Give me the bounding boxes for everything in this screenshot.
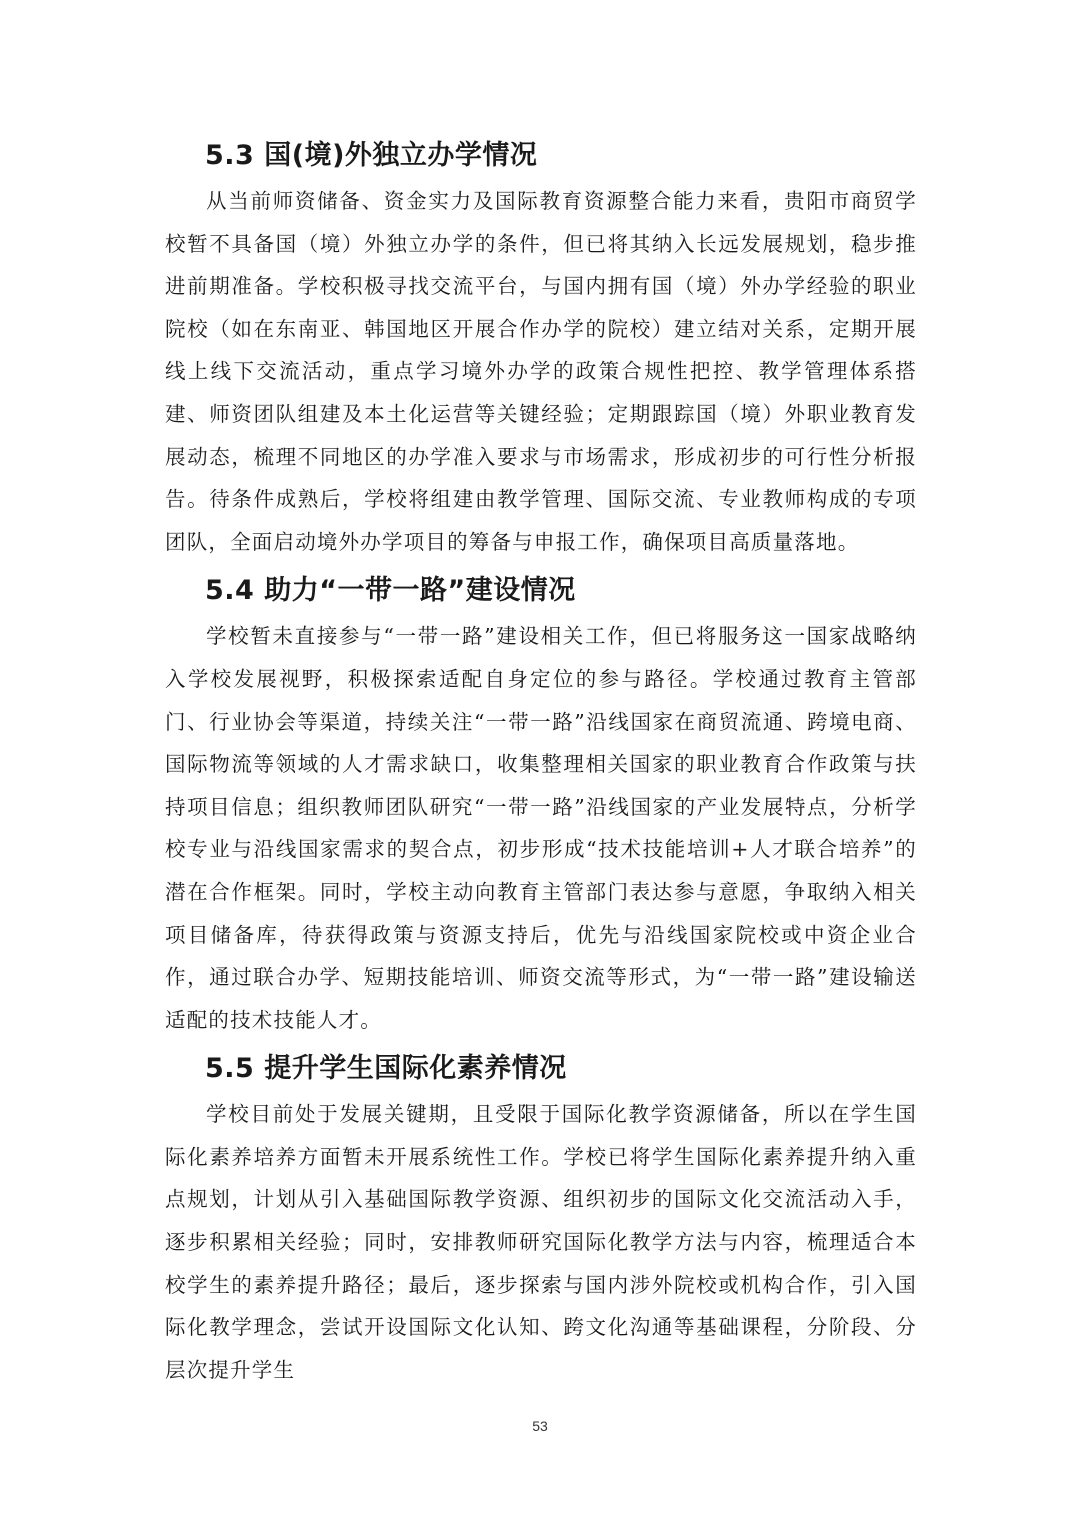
section-heading: 5.3 国(境)外独立办学情况 — [205, 140, 538, 171]
section-5-3 — [165, 136, 917, 563]
section-heading: 5.5 提升学生国际化素养情况 — [205, 1053, 567, 1085]
section-5-4 — [165, 571, 917, 1041]
section-heading: 5.4 助力“一带一路”建设情况 — [205, 575, 576, 607]
section-5-5 — [165, 1049, 917, 1391]
page-content — [165, 136, 917, 1399]
section-paragraph: 从当前师资储备、资金实力及国际教育资源整合能力来看，贵阳市商贸学校暂不具备国（境）外独立办学的条件，但已将其纳入长远发展规划，稳步推进前期准备。学校积极寻找交流平台，与国内拥有国（境）外办学经验的职业院校（如在东南亚、韩国地区开展合作办学的院校）建立结对关系，定期开展线上线下交流活动，重点学习境外办学的政策合规性把控、教学管理体系搭建、师资团队组建及本土化运营等关键经验；定期跟踪国（境）外职业教育发展动态，梳理不同地区的办学准入要求与市场需求，形成初步的可行性分析报告。待条件成熟后，学校将组建由教学管理、国际交流、专业教师构成的专项团队，全面启动境外办学项目的筹备与申报工作，确保项目高质量落地。 — [165, 189, 917, 554]
section-paragraph: 学校目前处于发展关键期，且受限于国际化教学资源储备，所以在学生国际化素养培养方面暂未开展系统性工作。学校已将学生国际化素养提升纳入重点规划，计划从引入基础国际教学资源、组织初步的国际文化交流活动入手，逐步积累相关经验；同时，安排教师研究国际化教学方法与内容，梳理适合本校学生的素养提升路径；最后，逐步探索与国内涉外院校或机构合作，引入国际化教学理念，尝试开设国际文化认知、跨文化沟通等基础课程，分阶段、分层次提升学生 — [165, 1102, 917, 1382]
page-number: 53 — [532, 1418, 548, 1434]
section-paragraph: 学校暂未直接参与“一带一路”建设相关工作，但已将服务这一国家战略纳入学校发展视野，积极探索适配自身定位的参与路径。学校通过教育主管部门、行业协会等渠道，持续关注“一带一路”沿线国家在商贸流通、跨境电商、国际物流等领域的人才需求缺口，收集整理相关国家的职业教育合作政策与扶持项目信息；组织教师团队研究“一带一路”沿线国家的产业发展特点，分析学校专业与沿线国家需求的契合点，初步形成“技术技能培训+人才联合培养”的潜在合作框架。同时，学校主动向教育主管部门表达参与意愿，争取纳入相关项目储备库，待获得政策与资源支持后，优先与沿线国家院校或中资企业合作，通过联合办学、短期技能培训、师资交流等形式，为“一带一路”建设输送适配的技术技能人才。 — [165, 624, 917, 1032]
